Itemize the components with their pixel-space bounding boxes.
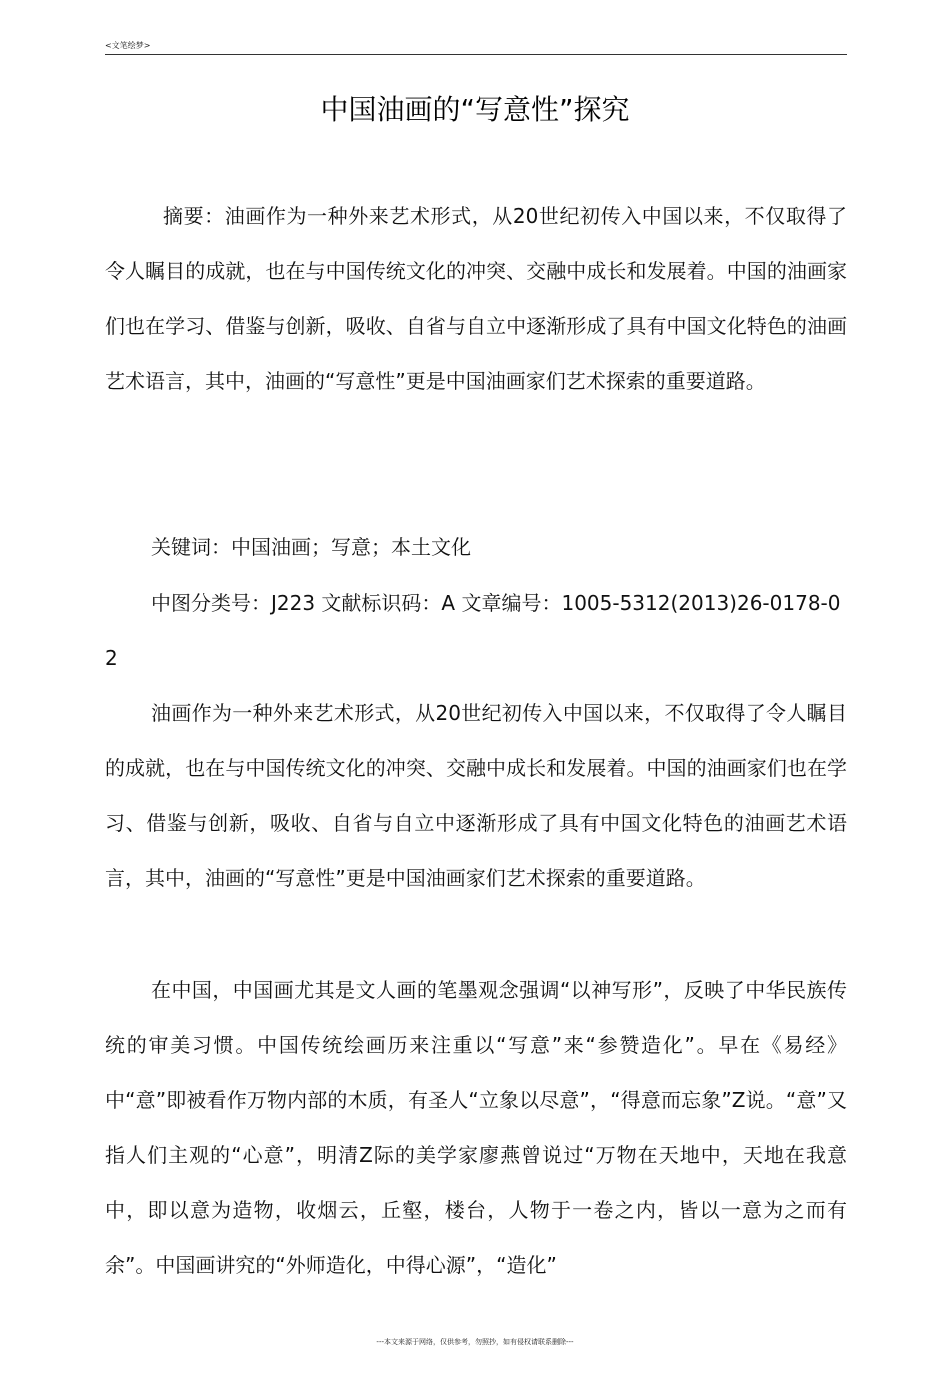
classification-line: 中图分类号：J223 文献标识码：A 文章编号：1005-5312(2013)26-0178-02 (105, 591, 841, 670)
header-divider (105, 54, 847, 55)
body-paragraph: 在中国，中国画尤其是文人画的笔墨观念强调“以神写形”，反映了中华民族传统的审美习惯。中国传统绘画历来注重以“写意”来“参赞造化”。早在《易经》中“意”即被看作万物内部的木质，有圣人“立象以尽意”，“得意而忘象”Z说。“意”又指人们主观的“心意”，明清Z际的美学家廖燕曾说过“万物在天地中，天地在我意中，即以意为造物，收烟云，丘壑，楼台，人物于一卷之内，皆以一意为之而有余”。中国画讲究的“外师造化，中得心源”，“造化” (105, 978, 847, 1277)
body-paragraph: 油画作为一种外来艺术形式，从20世纪初传入中国以来，不仅取得了令人瞩目的成就，也在与中国传统文化的冲突、交融中成长和发展着。中国的油画家们也在学习、借鉴与创新，吸收、自省与自立中逐渐形成了具有中国文化特色的油画艺术语言，其中，油画的“写意性”更是中国油画家们艺术探索的重要道路。 (105, 701, 847, 890)
page-footer: ---本文来源于网络，仅供参考，勿照抄，如有侵权请联系删除--- (376, 1338, 574, 1346)
keywords-line: 关键词：中国油画；写意；本土文化 (151, 535, 471, 559)
running-header: <文笔绘梦> (105, 41, 151, 50)
document-title: 中国油画的“写意性”探究 (320, 93, 630, 126)
abstract-paragraph: 摘要：油画作为一种外来艺术形式，从20世纪初传入中国以来，不仅取得了令人瞩目的成就，也在与中国传统文化的冲突、交融中成长和发展着。中国的油画家们也在学习、借鉴与创新，吸收、自省与自立中逐渐形成了具有中国文化特色的油画艺术语言，其中，油画的“写意性”更是中国油画家们艺术探索的重要道路。 (105, 204, 847, 393)
